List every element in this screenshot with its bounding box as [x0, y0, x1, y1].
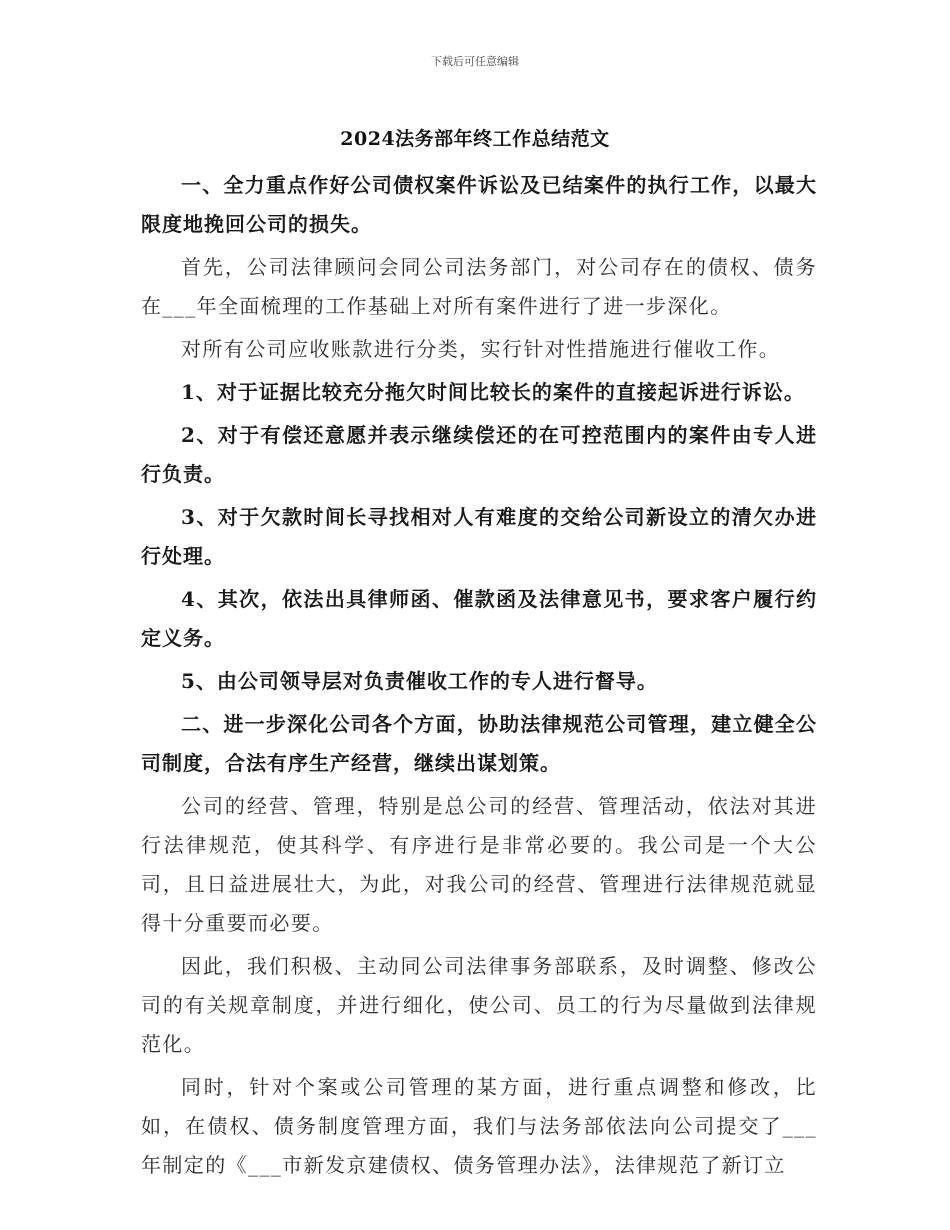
list-item-3: 3、对于欠款时间长寻找相对人有难度的交给公司新设立的清欠办进行处理。: [141, 505, 817, 568]
document-title: 2024法务部年终工作总结范文: [340, 128, 610, 150]
paragraph: 公司的经营、管理，特别是总公司的经营、管理活动，依法对其进行法律规范，使其科学、有序进行是非常必要的。我公司是一个大公司，且日益进展壮大，为此，对我公司的经营、管理进行法律规范就显得十分重要而必要。: [141, 794, 817, 935]
list-item-5: 5、由公司领导层对负责催收工作的专人进行督导。: [181, 669, 658, 693]
paragraph: 因此，我们积极、主动同公司法律事务部联系，及时调整、修改公司的有关规章制度，并进行细化，使公司、员工的行为尽量做到法律规范化。: [141, 954, 817, 1056]
paragraph: 同时，针对个案或公司管理的某方面，进行重点调整和修改，比如，在债权、债务制度管理方面，我们与法务部依法向公司提交了___年制定的《___市新发京建债权、债务管理办法》，法律规范了新订立: [141, 1075, 817, 1177]
page-header-note: 下载后可任意编辑: [431, 55, 519, 68]
document-body: [141, 166, 817, 1189]
list-item-1: 1、对于证据比较充分拖欠时间比较长的案件的直接起诉进行诉讼。: [181, 380, 805, 404]
list-item-2: 2、对于有偿还意愿并表示继续偿还的在可控范围内的案件由专人进行负责。: [141, 423, 817, 486]
section-heading-2: 二、进一步深化公司各个方面，协助法律规范公司管理，建立健全公司制度，合法有序生产经营，继续出谋划策。: [141, 712, 817, 775]
paragraph: 首先，公司法律顾问会同公司法务部门，对公司存在的债权、债务在___年全面梳理的工作基础上对所有案件进行了进一步深化。: [141, 255, 817, 318]
section-heading-1: 一、全力重点作好公司债权案件诉讼及已结案件的执行工作，以最大限度地挽回公司的损失。: [141, 173, 817, 236]
paragraph: 对所有公司应收账款进行分类，实行针对性措施进行催收工作。: [181, 337, 781, 361]
list-item-4: 4、其次，依法出具律师函、催款函及法律意见书，要求客户履行约定义务。: [141, 587, 817, 650]
